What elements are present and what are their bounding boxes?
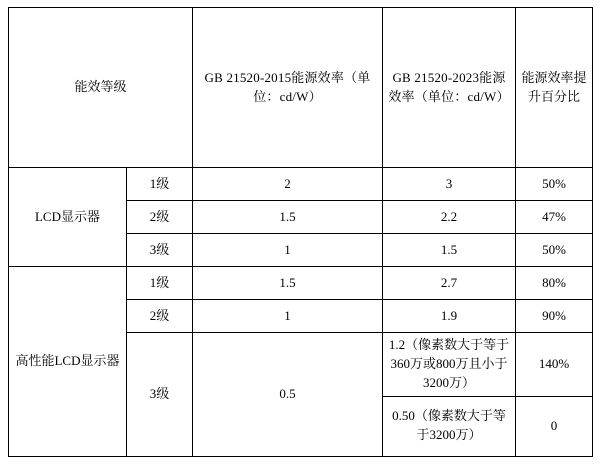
improvement-value: 80%: [516, 267, 593, 300]
group-name-high-performance-lcd: 高性能LCD显示器: [9, 267, 127, 457]
gb2023-value: 1.5: [383, 234, 516, 267]
improvement-value: 47%: [516, 201, 593, 234]
gb2023-value: 0.50（像素数大于等于3200万）: [383, 396, 516, 456]
header-grade-category: 能效等级: [9, 8, 193, 168]
level-cell: 1级: [127, 267, 193, 300]
gb2015-value: 1.5: [193, 267, 383, 300]
document-page: [0, 7, 600, 469]
gb2023-value: 2.7: [383, 267, 516, 300]
table-header-row: [9, 8, 593, 168]
gb2023-value: 1.9: [383, 300, 516, 333]
header-gb2023: GB 21520-2023能源效率（单位：cd/W）: [383, 8, 516, 168]
gb2015-value: 0.5: [193, 333, 383, 457]
gb2023-value: 2.2: [383, 201, 516, 234]
improvement-value: 140%: [516, 333, 593, 397]
table-row: [9, 168, 593, 201]
gb2015-value: 1: [193, 300, 383, 333]
gb2023-value: 3: [383, 168, 516, 201]
improvement-value: 50%: [516, 234, 593, 267]
level-cell: 1级: [127, 168, 193, 201]
group-name-lcd: LCD显示器: [9, 168, 127, 267]
level-cell: 2级: [127, 201, 193, 234]
header-gb2015: GB 21520-2015能源效率（单位：cd/W）: [193, 8, 383, 168]
gb2023-value: 1.2（像素数大于等于360万或800万且小于3200万）: [383, 333, 516, 397]
energy-efficiency-table: [8, 7, 593, 457]
gb2015-value: 1.5: [193, 201, 383, 234]
gb2015-value: 1: [193, 234, 383, 267]
gb2015-value: 2: [193, 168, 383, 201]
improvement-value: 50%: [516, 168, 593, 201]
level-cell: 3级: [127, 234, 193, 267]
header-improvement: 能源效率提升百分比: [516, 8, 593, 168]
improvement-value: 90%: [516, 300, 593, 333]
improvement-value: 0: [516, 396, 593, 456]
table-row: [9, 267, 593, 300]
level-cell: 3级: [127, 333, 193, 457]
level-cell: 2级: [127, 300, 193, 333]
